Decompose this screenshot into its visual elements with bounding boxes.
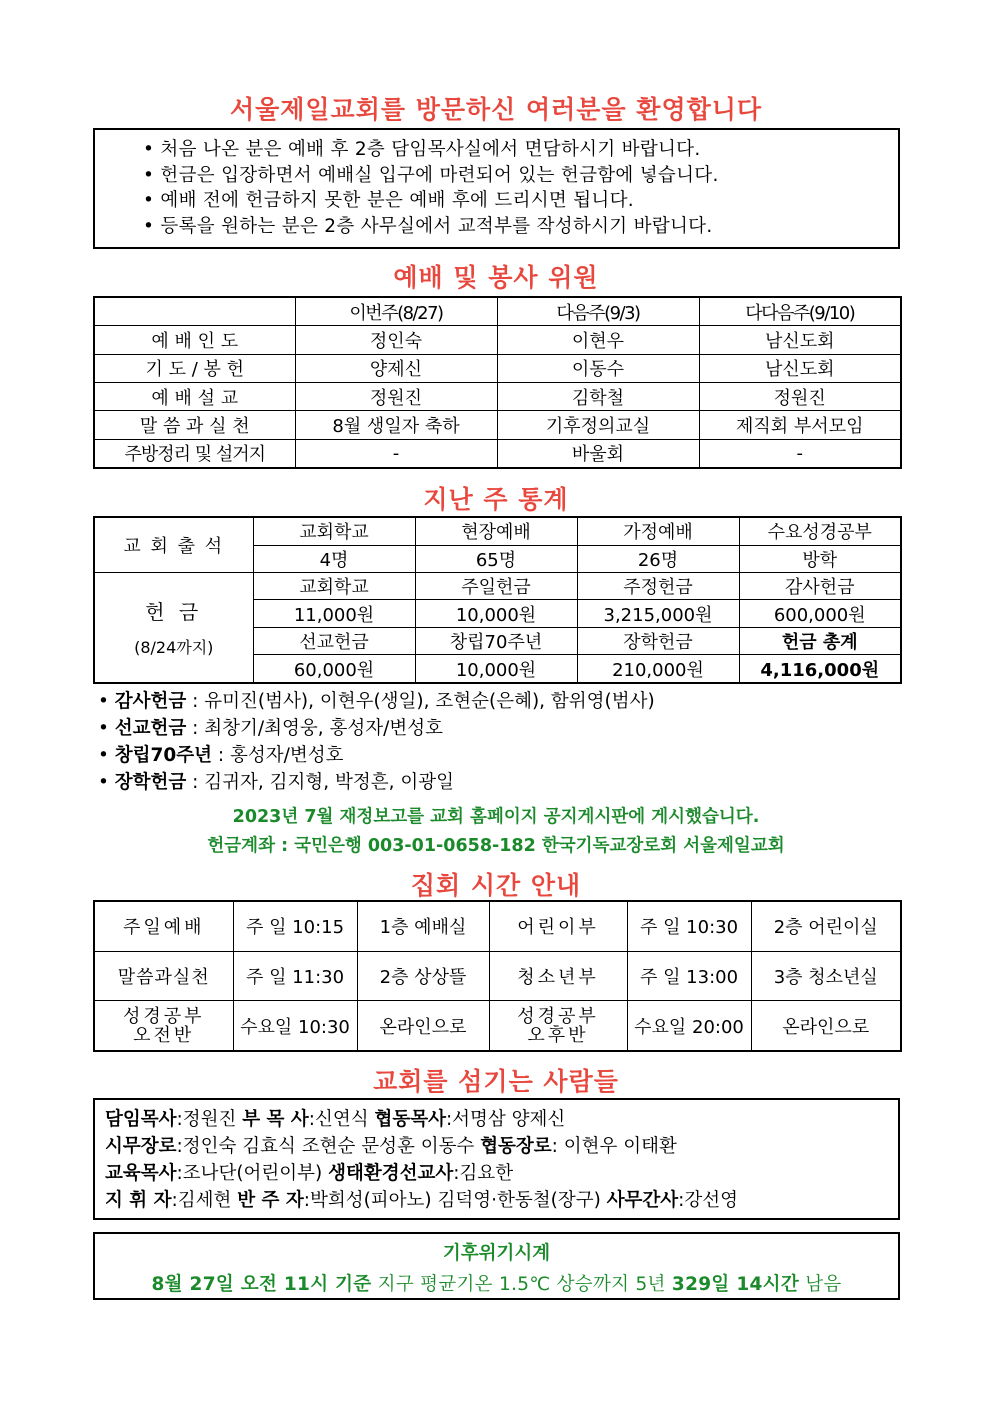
table-cell: 바울회 [497, 439, 699, 468]
meeting-name [489, 1001, 627, 1051]
table-cell: 65명 [415, 545, 577, 572]
meeting-name-line: 성경공부 [517, 1005, 599, 1027]
row-label: 예 배 설 교 [94, 382, 295, 410]
meeting-name: 청소년부 [489, 951, 627, 1001]
column-header: 감사헌금 [739, 572, 901, 599]
climate-clock-title: 기후위기시계 [442, 1243, 551, 1264]
column-header: 주정헌금 [577, 572, 739, 599]
column-header: 선교헌금 [253, 627, 415, 654]
table-cell: 정인숙 [295, 326, 497, 354]
climate-clock-line [95, 1270, 898, 1296]
staff-names: :박희성(피아노) 김덕영·한동철(장구) [303, 1190, 607, 1211]
meetings-table [93, 900, 902, 1052]
stats-title: 지난 주 통계 [423, 485, 569, 514]
climate-suffix: 남음 [799, 1274, 842, 1295]
stats-table [93, 516, 902, 684]
meeting-name: 어린이부 [489, 901, 627, 951]
meeting-time: 주 일 11:30 [233, 951, 357, 1001]
list-item: • 감사헌금 : 유미진(범사), 이현우(생일), 조현순(은혜), 함위영(범사) [98, 691, 655, 712]
list-item: • 장학헌금 : 김귀자, 김지형, 박정흔, 이광일 [98, 772, 455, 793]
table-cell: 이동수 [497, 354, 699, 382]
meeting-name-line: 오전반 [133, 1024, 195, 1046]
column-header: 가정예배 [577, 517, 739, 545]
column-header: 창립70주년 [415, 627, 577, 654]
meeting-time: 주 일 13:00 [627, 951, 751, 1001]
table-cell: 3,215,000원 [577, 600, 739, 627]
staff-line [105, 1106, 898, 1133]
staff-names: :김세현 [171, 1190, 238, 1211]
staff-names: : 이현우 이태환 [551, 1136, 677, 1157]
meeting-place: 온라인으로 [751, 1001, 901, 1051]
meeting-name-line: 성경공부 [122, 1005, 205, 1027]
table-cell: 남신도회 [699, 354, 901, 382]
staff-names: :정원진 [176, 1109, 243, 1130]
finance-report-notice: 2023년 7월 재정보고를 교회 홈페이지 공지게시판에 게시했습니다. [232, 807, 760, 827]
staff-role: 담임목사 [105, 1109, 177, 1130]
table-cell: 60,000원 [253, 655, 415, 683]
meeting-time: 수요일 20:00 [627, 1001, 751, 1051]
row-label: 주방정리 및 설거지 [94, 439, 295, 468]
table-cell: - [295, 439, 497, 468]
meeting-place: 온라인으로 [357, 1001, 489, 1051]
donor-label: 감사헌금 [114, 691, 187, 712]
meeting-time: 수요일 10:30 [233, 1001, 357, 1051]
staff-line [105, 1187, 898, 1214]
table-row [94, 517, 901, 545]
staff-names: :정인숙 김효식 조현순 문성훈 이동수 [176, 1136, 481, 1157]
table-cell: 제직회 부서모임 [699, 411, 901, 439]
table-cell: 8월 생일자 축하 [295, 411, 497, 439]
table-cell: 정원진 [699, 382, 901, 410]
staff-role: 지 휘 자 [105, 1190, 172, 1211]
staff-role: 협동장로 [480, 1136, 552, 1157]
staff-line [105, 1133, 898, 1160]
table-cell: 정원진 [295, 382, 497, 410]
table-cell: - [699, 439, 901, 468]
list-item: • 창립70주년 : 홍성자/변성호 [98, 745, 344, 766]
table-cell: 이현우 [497, 326, 699, 354]
welcome-title: 서울제일교회를 방문하신 여러분을 환영합니다 [229, 95, 763, 124]
donor-names: 최창기/최영웅, 홍성자/변성호 [204, 718, 443, 739]
table-cell: 양제신 [295, 354, 497, 382]
offering-account: 헌금계좌 : 국민은행 003-01-0658-182 한국기독교장로회 서울제일교회 [207, 836, 785, 856]
total-value: 4,116,000원 [739, 655, 901, 683]
staff-line [105, 1160, 898, 1187]
staff-names: :신연식 [308, 1109, 375, 1130]
meeting-place: 1층 예배실 [357, 901, 489, 951]
staff-role: 교육목사 [105, 1163, 177, 1184]
meeting-name-line: 오후반 [527, 1024, 589, 1046]
table-cell: 26명 [577, 545, 739, 572]
column-header: 교회학교 [253, 572, 415, 599]
column-header: 교회학교 [253, 517, 415, 545]
meeting-name [94, 1001, 233, 1051]
service-table [93, 296, 902, 469]
column-header: 다다음주(9/10) [699, 297, 901, 326]
table-row [94, 951, 901, 1001]
row-label: 기 도 / 봉 헌 [94, 354, 295, 382]
meetings-title: 집회 시간 안내 [410, 871, 582, 900]
staff-title: 교회를 섬기는 사람들 [373, 1067, 619, 1096]
column-header: 수요성경공부 [739, 517, 901, 545]
table-cell: 11,000원 [253, 600, 415, 627]
service-title: 예배 및 봉사 위원 [393, 263, 599, 292]
table-row [94, 382, 901, 410]
staff-names: :서명삼 양제신 [445, 1109, 566, 1130]
offering-label: 헌 금 [145, 600, 203, 625]
staff-box [93, 1098, 900, 1220]
meeting-time: 주 일 10:30 [627, 901, 751, 951]
table-row [94, 326, 901, 354]
column-header: 이번주(8/27) [295, 297, 497, 326]
table-row [94, 572, 901, 599]
row-label: 말 씀 과 실 천 [94, 411, 295, 439]
staff-role: 생태환경선교사 [328, 1163, 454, 1184]
meeting-place: 3층 청소년실 [751, 951, 901, 1001]
table-cell: 600,000원 [739, 600, 901, 627]
donor-label: 선교헌금 [114, 718, 187, 739]
welcome-item: • 등록을 원하는 분은 2층 사무실에서 교적부를 작성하시기 바랍니다. [143, 215, 713, 237]
table-cell [94, 297, 295, 326]
meeting-time: 주 일 10:15 [233, 901, 357, 951]
offering-label-cell [94, 572, 253, 683]
staff-names: :강선영 [678, 1190, 739, 1211]
climate-text: 지구 평균기온 1.5℃ 상승까지 5년 [371, 1274, 672, 1295]
offering-period: (8/24까지) [134, 638, 214, 658]
donor-names: 김귀자, 김지형, 박정흔, 이광일 [204, 772, 455, 793]
meeting-name: 주일예배 [94, 901, 233, 951]
table-cell: 김학철 [497, 382, 699, 410]
welcome-item: • 예배 전에 헌금하지 못한 분은 예배 후에 드리시면 됩니다. [143, 190, 634, 211]
separator: : [212, 745, 231, 766]
separator: : [186, 772, 205, 793]
meeting-name: 말씀과실천 [94, 951, 233, 1001]
table-cell: 방학 [739, 545, 901, 572]
donor-names: 유미진(범사), 이현우(생일), 조현순(은혜), 함위영(범사) [204, 691, 655, 712]
donor-label: 장학헌금 [114, 772, 187, 793]
table-cell: 기후정의교실 [497, 411, 699, 439]
climate-remaining: 329일 14시간 [671, 1274, 800, 1295]
table-row [94, 354, 901, 382]
table-row [94, 411, 901, 439]
table-row [94, 439, 901, 468]
staff-role: 협동목사 [374, 1109, 446, 1130]
donor-names: 홍성자/변성호 [230, 745, 344, 766]
climate-clock-box [93, 1232, 900, 1300]
table-cell: 10,000원 [415, 655, 577, 683]
table-cell: 210,000원 [577, 655, 739, 683]
column-header: 주일헌금 [415, 572, 577, 599]
column-header: 장학헌금 [577, 627, 739, 654]
column-header: 현장예배 [415, 517, 577, 545]
welcome-item: • 헌금은 입장하면서 예배실 입구에 마련되어 있는 헌금함에 넣습니다. [143, 164, 719, 186]
row-label: 예 배 인 도 [94, 326, 295, 354]
table-cell: 10,000원 [415, 600, 577, 627]
table-row [94, 297, 901, 326]
climate-date: 8월 27일 오전 11시 기준 [151, 1274, 372, 1295]
staff-names: :조나단(어린이부) [176, 1163, 329, 1184]
donor-list [98, 688, 655, 796]
table-row [94, 1001, 901, 1051]
staff-names: :김요한 [453, 1163, 514, 1184]
attendance-label: 교 회 출 석 [94, 517, 253, 572]
separator: : [186, 691, 205, 712]
list-item: • 선교헌금 : 최창기/최영웅, 홍성자/변성호 [98, 718, 443, 739]
welcome-notice-box [93, 128, 900, 249]
table-row [94, 901, 901, 951]
staff-role: 사무간사 [606, 1190, 679, 1211]
staff-role: 시무장로 [105, 1136, 177, 1157]
meeting-place: 2층 어린이실 [751, 901, 901, 951]
welcome-item: • 처음 나온 분은 예배 후 2층 담임목사실에서 면담하시기 바랍니다. [143, 139, 701, 160]
table-cell: 남신도회 [699, 326, 901, 354]
total-header: 헌금 총계 [739, 627, 901, 654]
meeting-place: 2층 상상뜰 [357, 951, 489, 1001]
staff-role: 반 주 자 [237, 1190, 304, 1211]
staff-role: 부 목 사 [242, 1109, 309, 1130]
column-header: 다음주(9/3) [497, 297, 699, 326]
separator: : [186, 718, 205, 739]
donor-label: 창립70주년 [114, 745, 213, 766]
table-cell: 4명 [253, 545, 415, 572]
